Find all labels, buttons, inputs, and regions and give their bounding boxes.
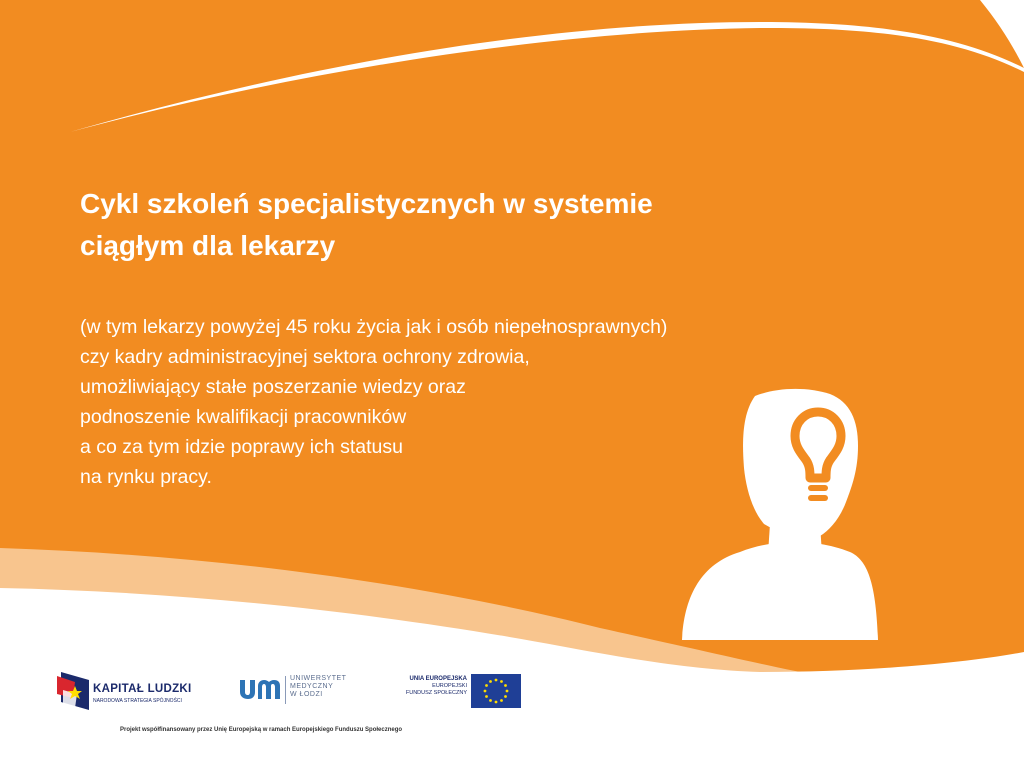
eu-text-line: UNIA EUROPEJSKA xyxy=(409,676,467,682)
eu-text-line: EUROPEJSKI xyxy=(432,683,467,689)
eu-text xyxy=(395,676,467,697)
body-line: umożliwiający stałe poszerzanie wiedzy oraz xyxy=(80,376,466,398)
eu-flag-icon xyxy=(471,674,521,708)
slide-title xyxy=(80,183,840,267)
eu-text-line: FUNDUSZ SPOŁECZNY xyxy=(405,690,467,696)
cofinancing-note: Projekt współfinansowany przez Unię Europejską w ramach Europejskiego Funduszu Społecznego xyxy=(120,727,403,733)
kapital-ludzki-subtitle: NARODOWA STRATEGIA SPÓJNOŚCI xyxy=(93,698,182,704)
slide-title-line: ciągłym dla lekarzy xyxy=(80,230,336,261)
umed-lodz-logo xyxy=(238,674,368,710)
body-line: (w tym lekarzy powyżej 45 roku życia jak i osób niepełnosprawnych) xyxy=(80,316,668,338)
person-shoulders-shape xyxy=(682,542,878,640)
footer-logos xyxy=(0,660,1024,768)
eu-social-fund-logo xyxy=(395,674,525,710)
umed-mark-icon xyxy=(238,676,282,700)
person-lightbulb-icon xyxy=(680,384,880,640)
kapital-ludzki-logo xyxy=(55,668,220,716)
kapital-ludzki-flag-icon xyxy=(55,668,91,714)
umed-name-line: UNIWERSYTET xyxy=(290,675,347,682)
body-line: a co za tym idzie poprawy ich statusu xyxy=(80,436,403,458)
umed-name-line: W ŁODZI xyxy=(290,691,323,698)
umed-name xyxy=(290,675,346,699)
kapital-ludzki-name: KAPITAŁ LUDZKI xyxy=(93,683,192,695)
lightbulb-base-line-2 xyxy=(808,495,828,501)
person-head-shape xyxy=(743,389,858,537)
umed-name-line: MEDYCZNY xyxy=(290,683,334,690)
body-line: czy kadry administracyjnej sektora ochrony zdrowia, xyxy=(80,346,530,368)
umed-divider xyxy=(285,676,286,704)
body-line: na rynku pracy. xyxy=(80,466,212,488)
slide-title-line: Cykl szkoleń specjalistycznych w systemie xyxy=(80,188,653,219)
body-line: podnoszenie kwalifikacji pracowników xyxy=(80,406,407,428)
lightbulb-base-line-1 xyxy=(808,485,828,491)
